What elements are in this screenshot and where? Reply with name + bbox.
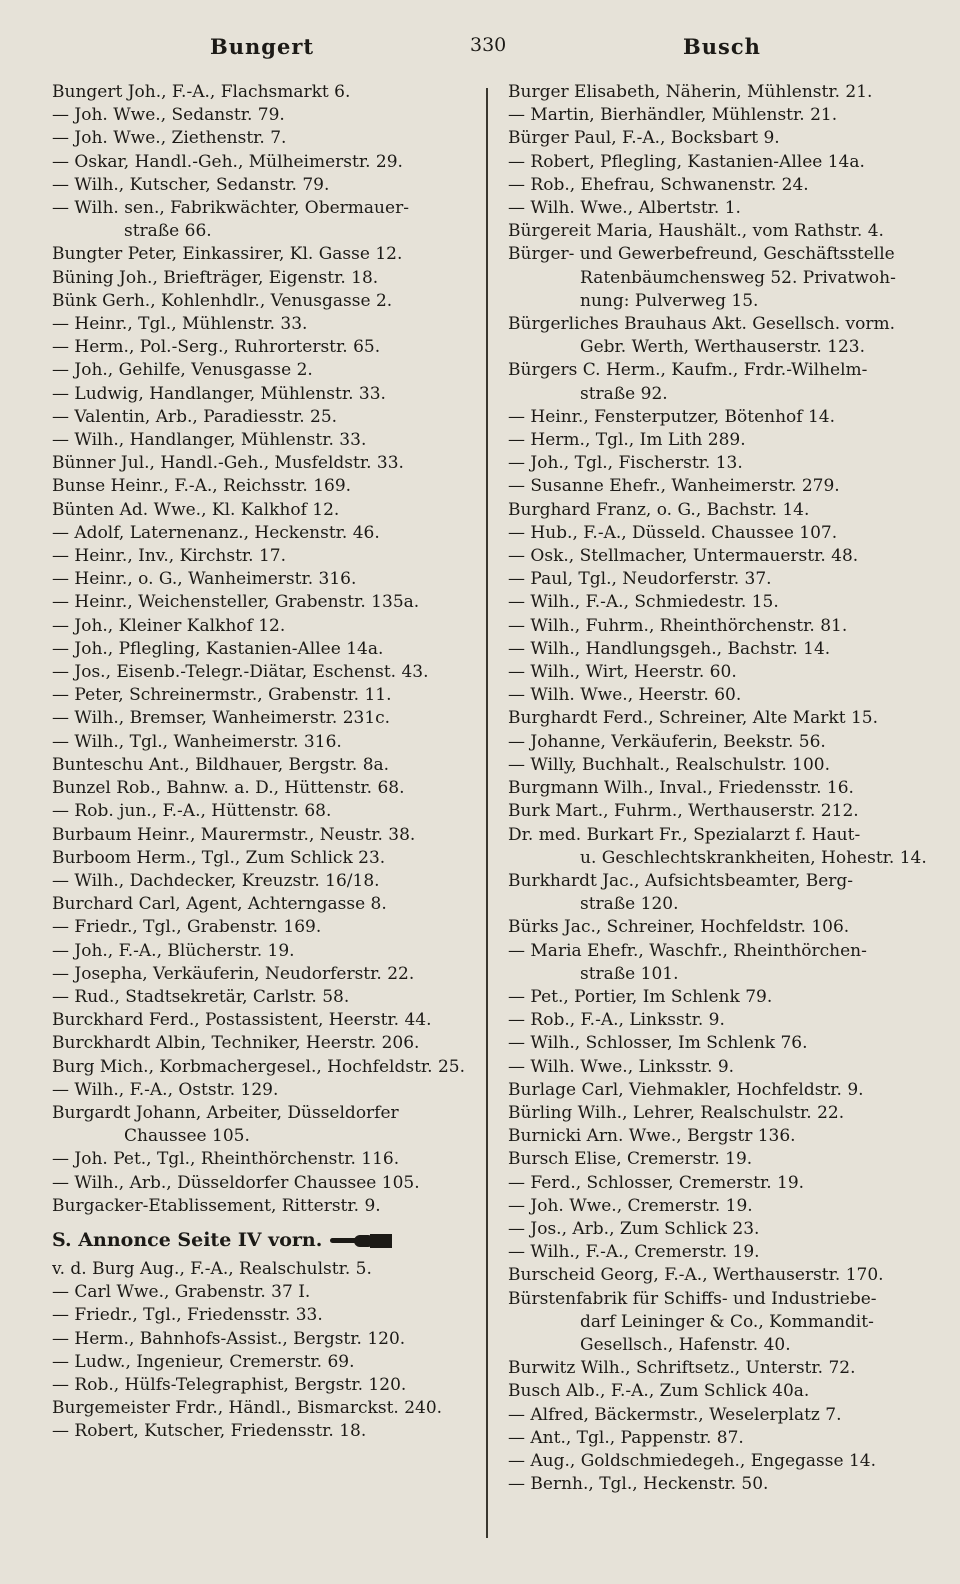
directory-entry: — Wilh., Wirt, Heerstr. 60. xyxy=(508,662,737,683)
directory-entry: — Joh. Wwe., Sedanstr. 79. xyxy=(52,105,285,126)
directory-entry-continuation: u. Geschlechtskrankheiten, Hohestr. 14. xyxy=(580,847,927,868)
directory-entry-continuation: straße 120. xyxy=(580,894,679,915)
directory-entry: — Adolf, Laternenanz., Heckenstr. 46. xyxy=(52,522,380,543)
directory-entry: — Joh., Gehilfe, Venusgasse 2. xyxy=(52,360,313,381)
directory-entry: Bürgereit Maria, Haushält., vom Rathstr. 4. xyxy=(508,221,884,242)
directory-entry: — Valentin, Arb., Paradiesstr. 25. xyxy=(52,406,338,427)
directory-entry: — Carl Wwe., Grabenstr. 37 I. xyxy=(52,1282,311,1303)
directory-entry: — Pet., Portier, Im Schlenk 79. xyxy=(508,986,773,1007)
directory-entry: — Wilh., Kutscher, Sedanstr. 79. xyxy=(52,174,330,195)
directory-entry-continuation: Gebr. Werth, Werthauserstr. 123. xyxy=(580,337,865,358)
directory-entry-continuation: straße 101. xyxy=(580,963,679,984)
directory-entry: — Ludw., Ingenieur, Cremerstr. 69. xyxy=(52,1351,355,1372)
page-header xyxy=(0,34,960,64)
directory-entry: — Willy, Buchhalt., Realschulstr. 100. xyxy=(508,754,831,775)
directory-entry: — Joh. Wwe., Cremerstr. 19. xyxy=(508,1195,753,1216)
directory-entry: — Friedr., Tgl., Grabenstr. 169. xyxy=(52,917,322,938)
directory-entry: Burghardt Ferd., Schreiner, Alte Markt 15. xyxy=(508,708,878,729)
directory-entry: — Heinr., Tgl., Mühlenstr. 33. xyxy=(52,314,308,335)
directory-entry: Bürstenfabrik für Schiffs- und Industriebe- xyxy=(508,1288,877,1309)
directory-entry: Dr. med. Burkart Fr., Spezialarzt f. Haut- xyxy=(508,824,861,845)
directory-entry-continuation: Ratenbäumchensweg 52. Privatwoh- xyxy=(580,267,896,288)
directory-entry: — Robert, Kutscher, Friedensstr. 18. xyxy=(52,1421,367,1442)
directory-entry-continuation: Chaussee 105. xyxy=(124,1126,250,1147)
annonce-text: S. Annonce Seite IV vorn. xyxy=(52,1229,323,1252)
directory-entry: Bunzel Rob., Bahnw. a. D., Hüttenstr. 68. xyxy=(52,778,405,799)
directory-entry: — Herm., Tgl., Im Lith 289. xyxy=(508,430,746,451)
directory-entry: — Wilh., Handlanger, Mühlenstr. 33. xyxy=(52,430,367,451)
directory-entry: — Robert, Pflegling, Kastanien-Allee 14a. xyxy=(508,151,865,172)
directory-entry: Burnicki Arn. Wwe., Bergstr 136. xyxy=(508,1126,796,1147)
directory-entry: — Rob., F.-A., Linksstr. 9. xyxy=(508,1010,725,1031)
directory-entry: — Wilh., Schlosser, Im Schlenk 76. xyxy=(508,1033,808,1054)
directory-entry: — Rob., Ehefrau, Schwanenstr. 24. xyxy=(508,174,809,195)
right-column xyxy=(508,81,933,1496)
directory-entry: Burkhardt Jac., Aufsichtsbeamter, Berg- xyxy=(508,870,854,891)
directory-entry: — Friedr., Tgl., Friedensstr. 33. xyxy=(52,1305,323,1326)
directory-entry: — Joh., Tgl., Fischerstr. 13. xyxy=(508,453,743,474)
directory-entry: — Rud., Stadtsekretär, Carlstr. 58. xyxy=(52,986,350,1007)
directory-entry: — Wilh., Fuhrm., Rheinthörchenstr. 81. xyxy=(508,615,848,636)
directory-entry: Bunteschu Ant., Bildhauer, Bergstr. 8a. xyxy=(52,754,390,775)
left-entry-list xyxy=(52,81,480,1218)
header-right-keyword: Busch xyxy=(683,34,761,59)
directory-entry: Bünk Gerh., Kohlenhdlr., Venusgasse 2. xyxy=(52,290,393,311)
directory-entry: — Wilh., F.-A., Schmiedestr. 15. xyxy=(508,592,779,613)
directory-entry: Burlage Carl, Viehmakler, Hochfeldstr. 9. xyxy=(508,1079,864,1100)
directory-entry-continuation: straße 92. xyxy=(580,383,668,404)
directory-entry: — Wilh., F.-A., Oststr. 129. xyxy=(52,1079,279,1100)
directory-entry: Bürger Paul, F.-A., Bocksbart 9. xyxy=(508,128,780,149)
directory-entry: Burscheid Georg, F.-A., Werthauserstr. 170. xyxy=(508,1265,884,1286)
directory-entry: — Ferd., Schlosser, Cremerstr. 19. xyxy=(508,1172,805,1193)
directory-entry: — Ludwig, Handlanger, Mühlenstr. 33. xyxy=(52,383,386,404)
directory-entry: — Heinr., Weichensteller, Grabenstr. 135a. xyxy=(52,592,420,613)
directory-entry: — Herm., Bahnhofs-Assist., Bergstr. 120. xyxy=(52,1328,406,1349)
directory-entry: Bunse Heinr., F.-A., Reichsstr. 169. xyxy=(52,476,352,497)
directory-entry: — Peter, Schreinermstr., Grabenstr. 11. xyxy=(52,685,392,706)
directory-entry: Bursch Elise, Cremerstr. 19. xyxy=(508,1149,753,1170)
directory-entry: — Heinr., o. G., Wanheimerstr. 316. xyxy=(52,569,357,590)
directory-entry: Burgemeister Frdr., Händl., Bismarckst. 240. xyxy=(52,1398,443,1419)
directory-entry: — Aug., Goldschmiedegeh., Engegasse 14. xyxy=(508,1450,876,1471)
directory-entry: — Bernh., Tgl., Heckenstr. 50. xyxy=(508,1474,769,1495)
directory-entry: — Wilh. Wwe., Albertstr. 1. xyxy=(508,198,741,219)
directory-entry: — Joh., F.-A., Blücherstr. 19. xyxy=(52,940,295,961)
directory-entry: — Susanne Ehefr., Wanheimerstr. 279. xyxy=(508,476,840,497)
directory-entry: Bürgers C. Herm., Kaufm., Frdr.-Wilhelm- xyxy=(508,360,868,381)
directory-entry: — Maria Ehefr., Waschfr., Rheinthörchen- xyxy=(508,940,867,961)
directory-entry: Burg Mich., Korbmachergesel., Hochfeldstr. 25. xyxy=(52,1056,466,1077)
directory-entry: Bürger- und Gewerbefreund, Geschäftsstelle xyxy=(508,244,895,265)
directory-entry: — Ant., Tgl., Pappenstr. 87. xyxy=(508,1427,744,1448)
header-left-keyword: Bungert xyxy=(210,34,315,59)
directory-entry: Burgmann Wilh., Inval., Friedensstr. 16. xyxy=(508,778,854,799)
directory-entry: Bungert Joh., F.-A., Flachsmarkt 6. xyxy=(52,82,351,102)
directory-entry: — Paul, Tgl., Neudorferstr. 37. xyxy=(508,569,772,590)
directory-entry: Bünten Ad. Wwe., Kl. Kalkhof 12. xyxy=(52,499,340,520)
directory-entry-continuation: Gesellsch., Hafenstr. 40. xyxy=(580,1334,791,1355)
directory-entry: Burger Elisabeth, Näherin, Mühlenstr. 21. xyxy=(508,82,873,102)
directory-entry: Burboom Herm., Tgl., Zum Schlick 23. xyxy=(52,847,386,868)
directory-entry: — Oskar, Handl.-Geh., Mülheimerstr. 29. xyxy=(52,151,403,172)
directory-entry: Burk Mart., Fuhrm., Werthauserstr. 212. xyxy=(508,801,859,822)
directory-entry: — Heinr., Inv., Kirchstr. 17. xyxy=(52,546,286,567)
page-number: 330 xyxy=(470,34,507,56)
directory-entry: — Osk., Stellmacher, Untermauerstr. 48. xyxy=(508,546,859,567)
directory-entry: Bungter Peter, Einkassirer, Kl. Gasse 12. xyxy=(52,244,403,265)
annonce-notice xyxy=(52,1224,480,1258)
directory-entry: — Wilh. Wwe., Linksstr. 9. xyxy=(508,1056,735,1077)
directory-entry: — Heinr., Fensterputzer, Bötenhof 14. xyxy=(508,406,835,427)
directory-entry: Bürks Jac., Schreiner, Hochfeldstr. 106. xyxy=(508,917,850,938)
directory-entry: Bürgerliches Brauhaus Akt. Gesellsch. vorm. xyxy=(508,314,896,335)
directory-entry: — Wilh. Wwe., Heerstr. 60. xyxy=(508,685,742,706)
directory-entry: — Wilh., Dachdecker, Kreuzstr. 16/18. xyxy=(52,870,380,891)
directory-entry: Burgacker-Etablissement, Ritterstr. 9. xyxy=(52,1195,381,1216)
directory-entry: v. d. Burg Aug., F.-A., Realschulstr. 5. xyxy=(52,1258,372,1279)
directory-entry: — Joh. Pet., Tgl., Rheinthörchenstr. 116. xyxy=(52,1149,400,1170)
directory-entry: — Jos., Eisenb.-Telegr.-Diätar, Eschenst. 43. xyxy=(52,662,429,683)
directory-entry: — Hub., F.-A., Düsseld. Chaussee 107. xyxy=(508,522,838,543)
directory-entry: — Wilh., Handlungsgeh., Bachstr. 14. xyxy=(508,638,831,659)
directory-entry: — Wilh., Bremser, Wanheimerstr. 231c. xyxy=(52,708,391,729)
directory-entry: — Jos., Arb., Zum Schlick 23. xyxy=(508,1218,760,1239)
directory-entry: — Wilh. sen., Fabrikwächter, Obermauer- xyxy=(52,198,409,219)
column-divider xyxy=(486,88,488,1538)
directory-entry: — Rob. jun., F.-A., Hüttenstr. 68. xyxy=(52,801,332,822)
directory-entry: — Joh., Pflegling, Kastanien-Allee 14a. xyxy=(52,638,384,659)
directory-entry: Burckhard Ferd., Postassistent, Heerstr. 44. xyxy=(52,1010,432,1031)
directory-entry: Burbaum Heinr., Maurermstr., Neustr. 38. xyxy=(52,824,416,845)
directory-entry: Burghard Franz, o. G., Bachstr. 14. xyxy=(508,499,810,520)
directory-entry-continuation: darf Leininger & Co., Kommandit- xyxy=(580,1311,874,1332)
pointing-hand-icon xyxy=(330,1232,392,1250)
directory-entry: Burchard Carl, Agent, Achterngasse 8. xyxy=(52,894,387,915)
right-entry-list xyxy=(508,81,933,1496)
directory-entry: — Wilh., Tgl., Wanheimerstr. 316. xyxy=(52,731,342,752)
directory-entry-continuation: nung: Pulverweg 15. xyxy=(580,290,759,311)
directory-entry: Bünner Jul., Handl.-Geh., Musfeldstr. 33. xyxy=(52,453,404,474)
directory-entry: Burgardt Johann, Arbeiter, Düsseldorfer xyxy=(52,1102,399,1123)
directory-entry: — Rob., Hülfs-Telegraphist, Bergstr. 120. xyxy=(52,1374,407,1395)
directory-entry: Büning Joh., Briefträger, Eigenstr. 18. xyxy=(52,267,379,288)
directory-entry-continuation: straße 66. xyxy=(124,221,212,242)
directory-entry: — Herm., Pol.-Serg., Ruhrorterstr. 65. xyxy=(52,337,381,358)
directory-entry: Busch Alb., F.-A., Zum Schlick 40a. xyxy=(508,1381,810,1402)
directory-entry: — Alfred, Bäckermstr., Weselerplatz 7. xyxy=(508,1404,842,1425)
directory-entry: — Josepha, Verkäuferin, Neudorferstr. 22. xyxy=(52,963,415,984)
directory-entry: — Wilh., Arb., Düsseldorfer Chaussee 105. xyxy=(52,1172,420,1193)
directory-entry: Burwitz Wilh., Schriftsetz., Unterstr. 72. xyxy=(508,1358,856,1379)
directory-entry: — Johanne, Verkäuferin, Beekstr. 56. xyxy=(508,731,826,752)
directory-entry: — Joh. Wwe., Ziethenstr. 7. xyxy=(52,128,287,149)
directory-entry: Bürling Wilh., Lehrer, Realschulstr. 22. xyxy=(508,1102,845,1123)
directory-entry: — Joh., Kleiner Kalkhof 12. xyxy=(52,615,286,636)
directory-entry: — Wilh., F.-A., Cremerstr. 19. xyxy=(508,1242,760,1263)
directory-entry: Burckhardt Albin, Techniker, Heerstr. 206. xyxy=(52,1033,420,1054)
left-column xyxy=(52,81,480,1444)
left-entry-list-after xyxy=(52,1258,480,1444)
directory-entry: — Martin, Bierhändler, Mühlenstr. 21. xyxy=(508,105,838,126)
